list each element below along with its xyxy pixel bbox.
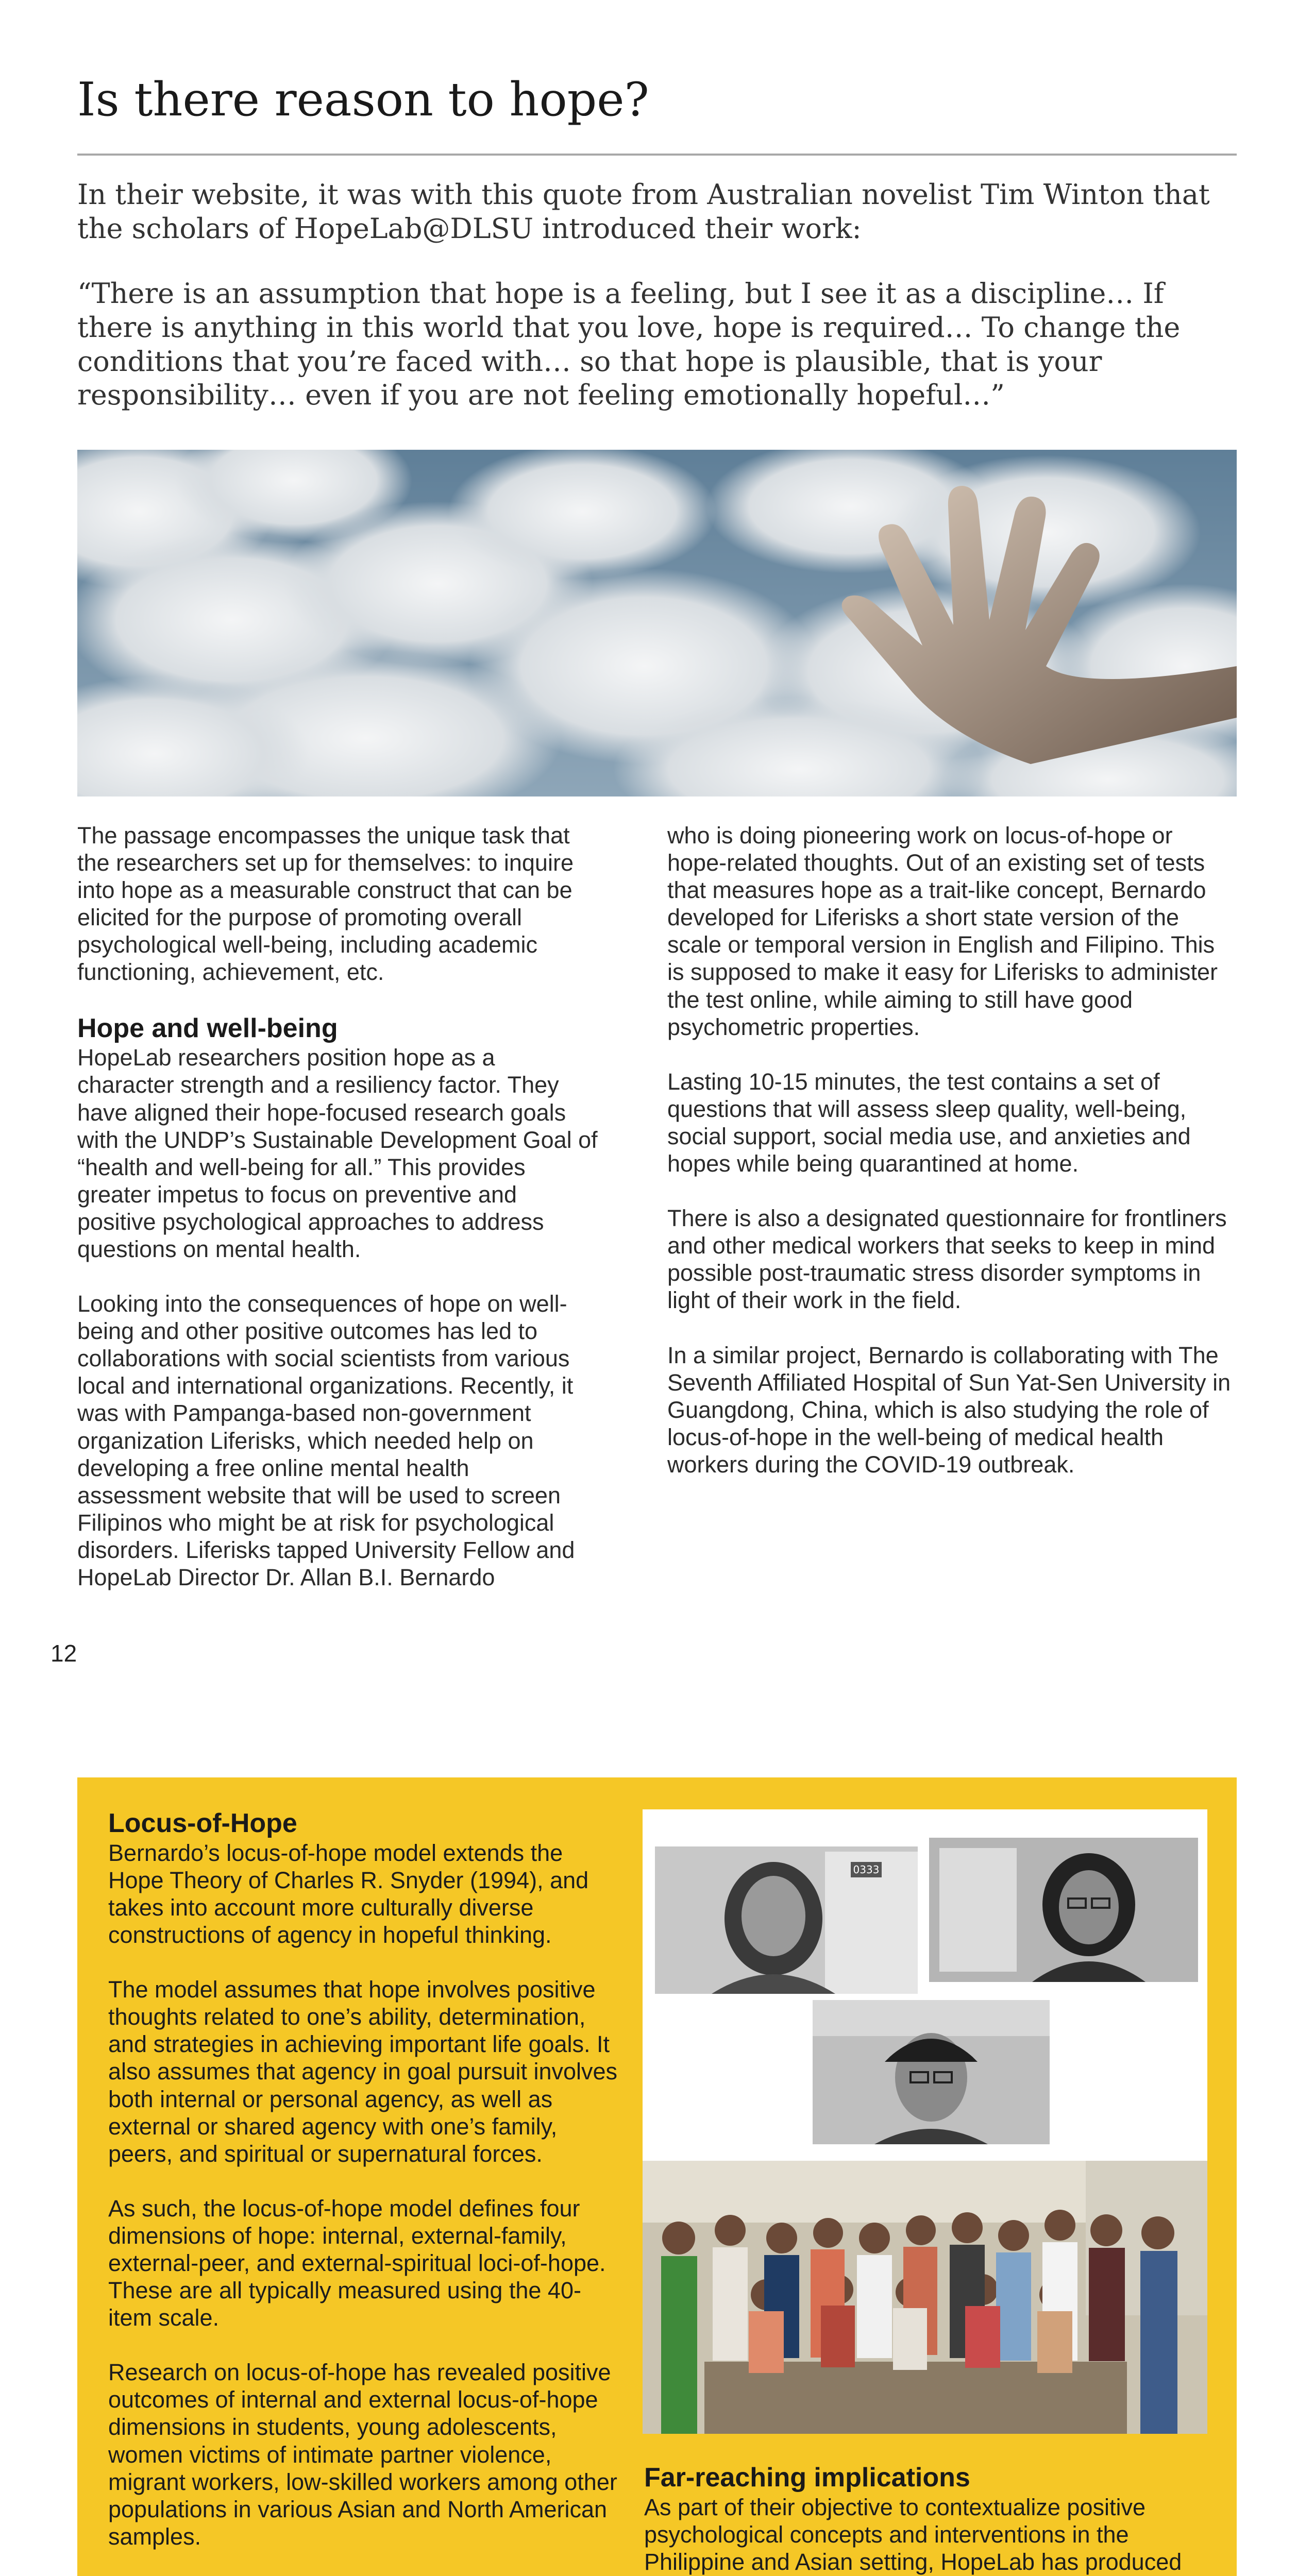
model-assumptions-paragraph: The model assumes that hope involves positive thoughts related to one’s ability, determination, and strategies in achieving important life goals. It also assumes that agency in goal pursuit involves both internal or personal agency, as well as external or shared agency with one’s family, peers, and spiritual or supernatural forces. bbox=[108, 1976, 618, 2167]
article-title: Is there reason to hope? bbox=[77, 73, 649, 127]
video-call-woman-1 bbox=[655, 1846, 918, 1994]
intro-block bbox=[77, 178, 1237, 443]
hero-image-hand-reaching-sky bbox=[77, 450, 1237, 796]
contextualize-paragraph: As part of their objective to contextualize positive psychological concepts and interventions in the Philippine and Asian setting, HopeLab has produced bbox=[644, 2494, 1182, 2575]
passage-paragraph: The passage encompasses the unique task that the researchers set up for themselves: to inquire into hope as a measurable construct that can be elicited for the purpose of promoting overall psychological well-being, including academic functioning, achievement, etc. bbox=[77, 822, 574, 986]
feature-left-column bbox=[108, 1808, 624, 2576]
test-duration-paragraph: Lasting 10-15 minutes, the test contains a set of questions that will assess sleep quality, well-being, social support, social media use, and anxieties and hopes while being quarantined at home. bbox=[667, 1068, 1191, 1177]
locus-of-hope-heading: Locus-of-Hope bbox=[108, 1808, 297, 1838]
far-reaching-heading: Far-reaching implications bbox=[644, 2463, 970, 2493]
liferisks-paragraph: Looking into the consequences of hope on well-being and other positive outcomes has led to collaborations with social scientists from various local and international organizations. Recently, it was with Pampanga-based non-government organization Liferisks, which needed help on developing a free online mental health assessment website that will be used to screen Filipinos who might be at risk for psychological disorders. Liferisks tapped University Fellow and HopeLab Director Dr. Allan B.I. Bernardo bbox=[77, 1291, 575, 1591]
photo-collage bbox=[643, 1809, 1207, 2434]
winton-quote: “There is an assumption that hope is a feeling, but I see it as a discipline… If there is anything in this world that you love, hope is required… To change the conditions that you’re faced with… so that hope is plausible, that is your responsibility… even if you are not feeling emotionally hopeful…” bbox=[77, 277, 1181, 412]
hopelab-sdg-paragraph: HopeLab researchers position hope as a character strength and a resiliency factor. They have aligned their hope-focused research goals with the UNDP’s Sustainable Development Goal of “health and well-being for all.” This provides greater impetus to focus on preventive and positive psychological approaches to address questions on mental health. bbox=[77, 1044, 598, 1263]
feature-right-column bbox=[644, 2463, 1190, 2576]
page12-right-column bbox=[667, 822, 1237, 1505]
intro-paragraph: In their website, it was with this quote from Australian novelist Tim Winton that the scholars of HopeLab@DLSU introduced their work: bbox=[77, 178, 1210, 245]
four-dimensions-paragraph: As such, the locus-of-hope model defines four dimensions of hope: internal, external-family, external-peer, and external-spiritual loci-of-hope. These are all typically measured using the 40-item scale. bbox=[108, 2195, 606, 2331]
video-call-woman-2 bbox=[929, 1838, 1198, 1982]
yellow-feature-box bbox=[77, 1777, 1237, 2576]
locus-model-paragraph: Bernardo’s locus-of-hope model extends the Hope Theory of Charles R. Snyder (1994), and takes into account more culturally diverse constructions of agency in hopeful thinking. bbox=[108, 1839, 589, 1948]
title-divider bbox=[77, 154, 1237, 156]
hope-wellbeing-heading: Hope and well-being bbox=[77, 1013, 338, 1043]
research-outcomes-paragraph: Research on locus-of-hope has revealed positive outcomes of internal and external locus-of-hope dimensions in students, young adolescents, women victims of intimate partner violence, migrant workers, low-skilled workers among other populations in various Asian and North American samples. bbox=[108, 2359, 617, 2550]
page12-left-column bbox=[77, 822, 598, 1618]
screen-badge: 0333 bbox=[853, 1863, 880, 1876]
video-call-man bbox=[813, 2000, 1050, 2144]
bernardo-scale-paragraph: who is doing pioneering work on locus-of-hope or hope-related thoughts. Out of an existing set of tests that measures hope as a trait-like concept, Bernardo developed for Liferisks a short state version of the scale or temporal version in English and Filipino. This is supposed to make it easy for Liferisks to administer the test online, while aiming to still have good psychometric properties. bbox=[667, 822, 1218, 1040]
frontliners-paragraph: There is also a designated questionnaire for frontliners and other medical workers that seeks to keep in mind possible post-traumatic stress disorder symptoms in light of their work in the field. bbox=[667, 1205, 1227, 1314]
hopelab-group-photo bbox=[643, 2161, 1207, 2434]
sun-yat-sen-paragraph: In a similar project, Bernardo is collaborating with The Seventh Affiliated Hospital of Sun Yat-Sen University in Guangdong, China, which is also studying the role of locus-of-hope in the well-being of medical health workers during the COVID-19 outbreak. bbox=[667, 1342, 1231, 1478]
page-number-12: 12 bbox=[50, 1640, 77, 1667]
